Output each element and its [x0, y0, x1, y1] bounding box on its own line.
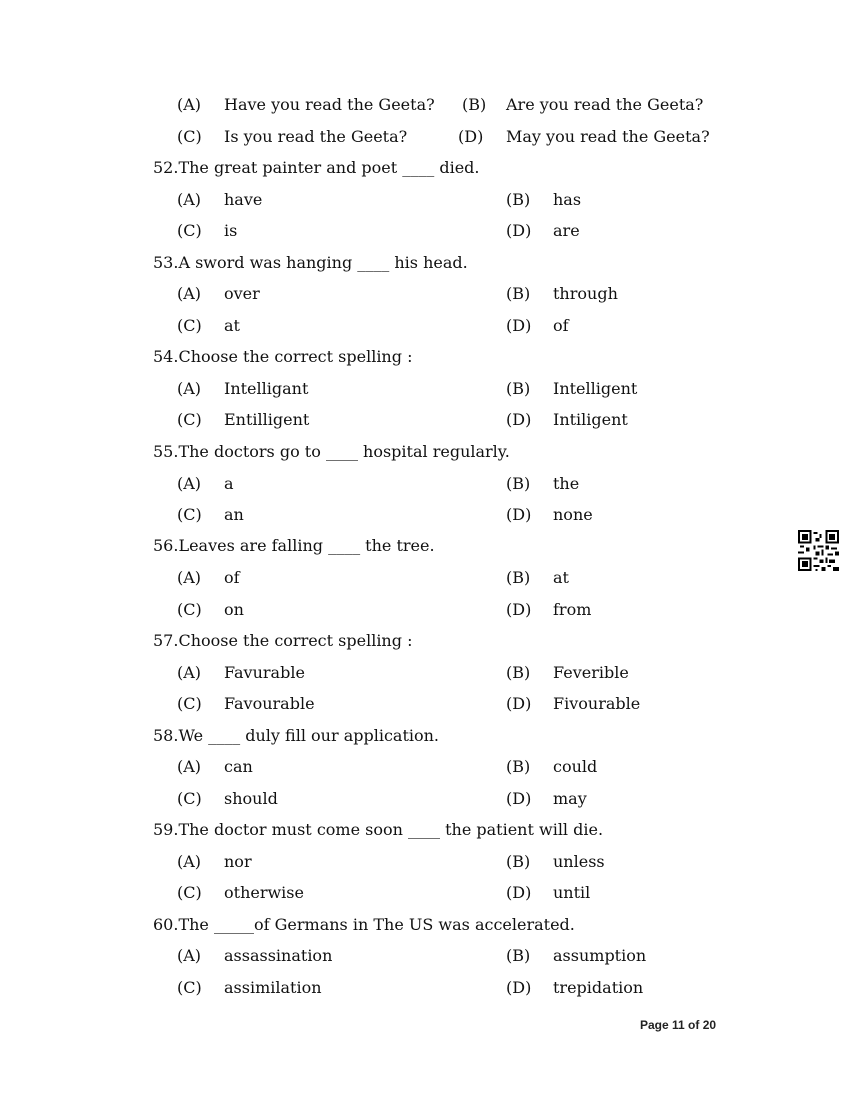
option-text: Fivourable — [553, 694, 641, 713]
question-number: 55. — [153, 442, 179, 461]
option-label: (D) — [506, 789, 532, 808]
option-label: (C) — [177, 410, 202, 429]
option-text: assassination — [224, 946, 333, 965]
option-text: Favurable — [224, 663, 305, 682]
option-text: can — [224, 757, 253, 776]
option-label: (C) — [177, 505, 202, 524]
option-text: a — [224, 474, 234, 493]
option-text: have — [224, 190, 263, 209]
option-label: (C) — [177, 694, 202, 713]
question-body: The doctors go to ____ hospital regularly. — [178, 442, 510, 461]
option-label: (D) — [506, 316, 532, 335]
option-label: (B) — [506, 663, 531, 682]
option-label: (A) — [177, 663, 202, 682]
question-number: 54. — [153, 347, 179, 366]
question-number: 60. — [153, 915, 179, 934]
option-label: (B) — [506, 474, 531, 493]
option-text: through — [553, 284, 618, 303]
option-text: over — [224, 284, 260, 303]
option-text: Intiligent — [553, 410, 628, 429]
option-label: (D) — [506, 505, 532, 524]
option-label: (D) — [506, 410, 532, 429]
option-label: (A) — [177, 568, 202, 587]
question-number: 59. — [153, 820, 179, 839]
question-text — [153, 536, 435, 556]
option-label: (A) — [177, 757, 202, 776]
option-label: (B) — [506, 946, 531, 965]
question-text — [153, 631, 412, 651]
option-label: (B) — [506, 568, 531, 587]
question-body: The doctor must come soon ____ the patient will die. — [178, 820, 604, 839]
option-label: (A) — [177, 95, 202, 114]
option-label: (A) — [177, 284, 202, 303]
option-text: trepidation — [553, 978, 644, 997]
option-label: (D) — [458, 127, 484, 146]
option-text: unless — [553, 852, 605, 871]
option-text: on — [224, 600, 244, 619]
option-label: (C) — [177, 316, 202, 335]
question-body: Choose the correct spelling : — [178, 347, 413, 366]
option-label: (C) — [177, 883, 202, 902]
option-label: (D) — [506, 694, 532, 713]
option-text: Are you read the Geeta? — [506, 95, 704, 114]
question-body: Leaves are falling ____ the tree. — [178, 536, 435, 555]
option-text: Feverible — [553, 663, 629, 682]
option-label: (C) — [177, 789, 202, 808]
option-text: at — [553, 568, 569, 587]
option-label: (D) — [506, 600, 532, 619]
option-text: May you read the Geeta? — [506, 127, 710, 146]
option-text: Entilligent — [224, 410, 310, 429]
option-text: is — [224, 221, 238, 240]
option-label: (B) — [506, 757, 531, 776]
option-text: of — [553, 316, 569, 335]
option-text: Intelligant — [224, 379, 309, 398]
option-text: nor — [224, 852, 252, 871]
question-text — [153, 253, 468, 273]
option-text: assumption — [553, 946, 647, 965]
question-text — [153, 915, 575, 935]
question-body: Choose the correct spelling : — [178, 631, 413, 650]
question-text — [153, 726, 439, 746]
question-text — [153, 442, 510, 462]
option-label: (A) — [177, 946, 202, 965]
option-label: (A) — [177, 852, 202, 871]
qr-code-icon — [798, 530, 839, 571]
question-body: We ____ duly fill our application. — [178, 726, 440, 745]
option-label: (D) — [506, 978, 532, 997]
question-number: 56. — [153, 536, 179, 555]
option-label: (C) — [177, 600, 202, 619]
option-text: Intelligent — [553, 379, 638, 398]
option-text: Favourable — [224, 694, 315, 713]
question-text — [153, 158, 480, 178]
option-label: (B) — [506, 190, 531, 209]
option-label: (C) — [177, 221, 202, 240]
option-text: has — [553, 190, 582, 209]
option-text: until — [553, 883, 591, 902]
option-text: should — [224, 789, 278, 808]
option-label: (B) — [462, 95, 487, 114]
option-label: (B) — [506, 379, 531, 398]
question-text — [153, 820, 603, 840]
option-text: the — [553, 474, 580, 493]
option-label: (D) — [506, 883, 532, 902]
option-text: an — [224, 505, 244, 524]
option-label: (A) — [177, 190, 202, 209]
option-label: (B) — [506, 852, 531, 871]
option-text: otherwise — [224, 883, 304, 902]
question-body: The great painter and poet ____ died. — [178, 158, 480, 177]
question-number: 52. — [153, 158, 179, 177]
option-text: could — [553, 757, 598, 776]
option-text: Have you read the Geeta? — [224, 95, 435, 114]
option-text: Is you read the Geeta? — [224, 127, 408, 146]
question-number: 57. — [153, 631, 179, 650]
option-text: may — [553, 789, 587, 808]
option-text: are — [553, 221, 580, 240]
question-number: 53. — [153, 253, 179, 272]
option-text: at — [224, 316, 240, 335]
question-number: 58. — [153, 726, 179, 745]
option-label: (D) — [506, 221, 532, 240]
question-text — [153, 347, 412, 367]
question-body: The _____of Germans in The US was accelerated. — [178, 915, 575, 934]
option-label: (B) — [506, 284, 531, 303]
option-text: assimilation — [224, 978, 322, 997]
option-text: none — [553, 505, 593, 524]
question-body: A sword was hanging ____ his head. — [178, 253, 468, 272]
option-label: (C) — [177, 978, 202, 997]
option-label: (C) — [177, 127, 202, 146]
option-label: (A) — [177, 379, 202, 398]
option-text: of — [224, 568, 240, 587]
page-number: Page 11 of 20 — [640, 1018, 717, 1032]
option-label: (A) — [177, 474, 202, 493]
option-text: from — [553, 600, 592, 619]
